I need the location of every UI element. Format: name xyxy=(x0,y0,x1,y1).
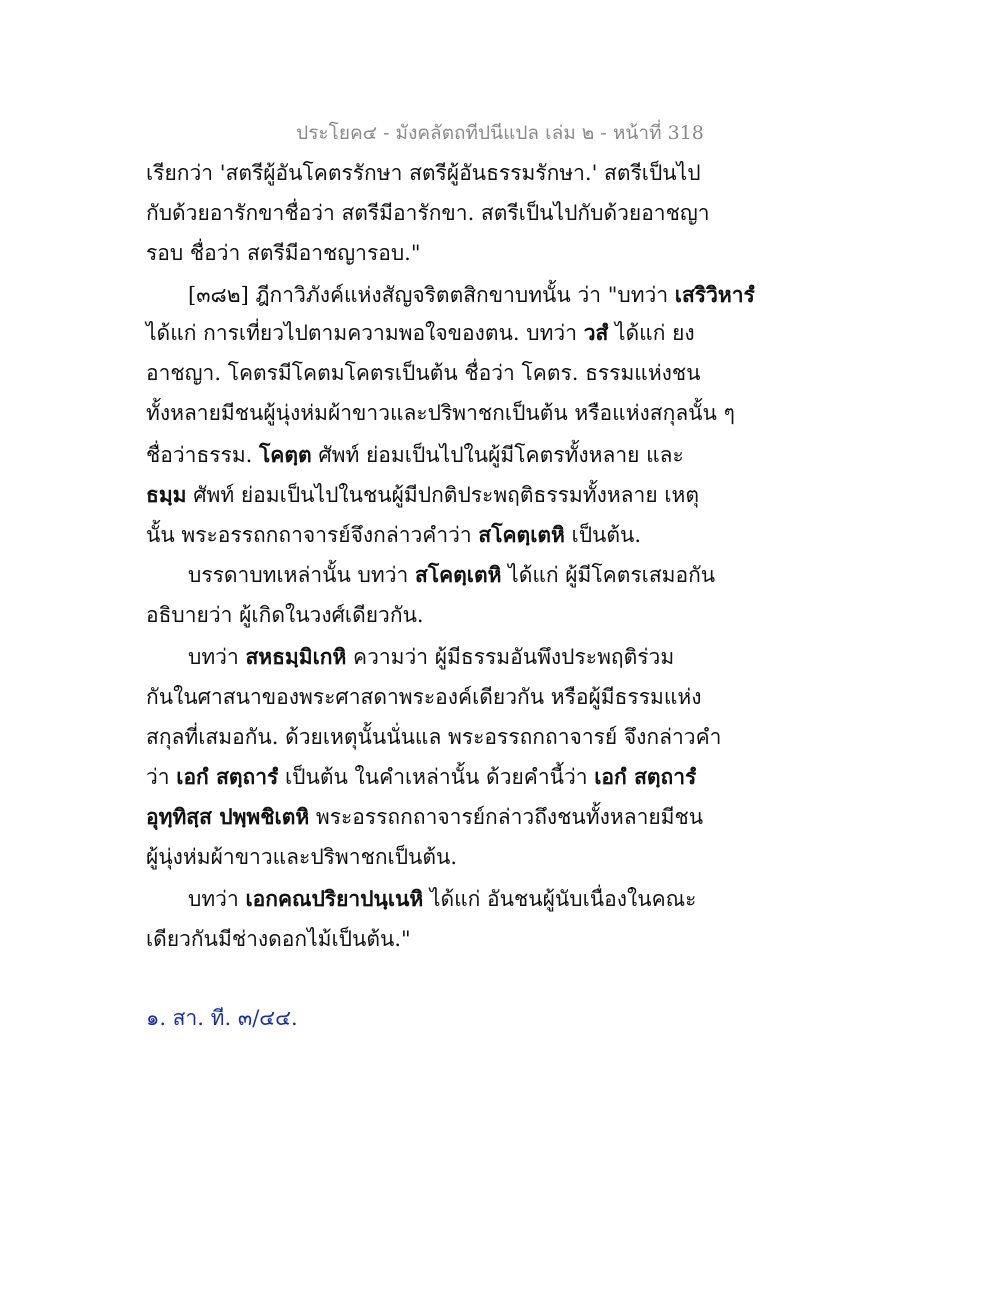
text-line xyxy=(146,802,703,832)
pali-term: ธมฺม xyxy=(146,482,187,507)
text-line xyxy=(146,158,701,188)
text-segment: รอบ ชื่อว่า สตรีมีอาชญารอบ." xyxy=(146,241,421,265)
text-segment: ศัพท์ ย่อมเป็นไปในชนผู้มีปกติประพฤติธรรมทั้งหลาย เหตุ xyxy=(186,483,699,507)
pali-term: สหธมฺมิเกหิ xyxy=(245,644,347,669)
text-segment: อาชญา. โคตรมีโคตมโคตรเป็นต้น ชื่อว่า โคตร. ธรรมแห่งชน xyxy=(146,361,701,385)
text-segment: บทว่า xyxy=(188,645,246,669)
pali-term: เอกํ สตฺถารํ xyxy=(176,764,279,789)
footnote: ๑. สา. ที. ๓/๔๔. xyxy=(146,1006,298,1030)
text-segment: กันในศาสนาของพระศาสดาพระองค์เดียวกัน หรือผู้มีธรรมแห่ง xyxy=(146,685,702,709)
pali-term: สโคตฺเตหิ xyxy=(478,522,565,547)
text-segment: ได้แก่ ผู้มีโคตรเสมอกัน xyxy=(501,563,716,587)
text-segment: ความว่า ผู้มีธรรมอันพึงประพฤติร่วม xyxy=(346,645,675,669)
text-line xyxy=(188,280,755,310)
text-segment: ได้แก่ ยง xyxy=(608,321,695,345)
text-segment: ทั้งหลายมีชนผู้นุ่งห่มผ้าขาวและปริพาชกเป็นต้น หรือแห่งสกุลนั้น ๆ xyxy=(146,401,735,425)
text-segment: บทว่า xyxy=(188,887,246,911)
text-segment: นั้น พระอรรถกถาจารย์จึงกล่าวคำว่า xyxy=(146,523,479,547)
text-line xyxy=(146,682,701,712)
text-line xyxy=(146,722,721,752)
pali-term: วสํ xyxy=(583,320,609,345)
text-segment: ได้แก่ การเที่ยวไปตามความพอใจของตน. บทว่า xyxy=(146,321,584,345)
text-line xyxy=(146,238,421,268)
text-segment: ศัพท์ ย่อมเป็นไปในผู้มีโคตรทั้งหลาย และ xyxy=(311,443,684,467)
text-segment: ได้แก่ อันชนผู้นับเนื่องในคณะ xyxy=(423,887,697,911)
pali-term: เสริวิหารํ xyxy=(674,282,755,307)
text-line xyxy=(146,600,424,630)
text-line xyxy=(188,560,715,590)
text-segment: เดียวกันมีช่างดอกไม้เป็นต้น." xyxy=(146,927,411,951)
text-segment: ชื่อว่าธรรม. xyxy=(146,443,260,467)
text-line xyxy=(146,358,701,388)
text-segment: บรรดาบทเหล่านั้น บทว่า xyxy=(188,563,415,587)
text-segment: [๓๘๒] ฎีกาวิภังค์แห่งสัญจริตตสิกขาบทนั้น ว่า "บทว่า xyxy=(188,283,675,307)
text-segment: ผู้นุ่งห่มผ้าขาวและปริพาชกเป็นต้น. xyxy=(146,845,458,869)
pali-term: เอกคณปริยาปนฺเนหิ xyxy=(245,886,424,911)
text-line xyxy=(146,440,684,470)
text-segment: กับด้วยอารักขาชื่อว่า สตรีมีอารักขา. สตรีเป็นไปกับด้วยอาชญา xyxy=(146,201,710,225)
text-segment: สกุลที่เสมอกัน. ด้วยเหตุนั้นนั่นแล พระอรรถกถาจารย์ จึงกล่าวคำ xyxy=(146,725,722,749)
text-segment: เรียกว่า 'สตรีผู้อันโคตรรักษา สตรีผู้อันธรรมรักษา.' สตรีเป็นไป xyxy=(146,161,701,185)
text-segment: อธิบายว่า ผู้เกิดในวงศ์เดียวกัน. xyxy=(146,603,424,627)
pali-term: เอกํ สตฺถารํ xyxy=(594,764,697,789)
text-line xyxy=(146,520,641,550)
text-line xyxy=(188,642,674,672)
pali-term: โคตฺต xyxy=(259,442,312,467)
text-segment: พระอรรถกถาจารย์กล่าวถึงชนทั้งหลายมีชน xyxy=(309,805,704,829)
page-header: ประโยค๔ - มังคลัตถทีปนีแปล เล่ม ๒ - หน้าที่ 318 xyxy=(296,122,704,144)
pali-term: อุทฺทิสฺส ปพฺพชิเตหิ xyxy=(146,804,310,829)
text-line xyxy=(188,884,696,914)
text-line xyxy=(146,318,695,348)
text-segment: ว่า xyxy=(146,765,177,789)
text-line xyxy=(146,842,457,872)
text-line xyxy=(146,480,699,510)
text-line xyxy=(146,924,411,954)
pali-term: สโคตฺเตหิ xyxy=(415,562,502,587)
text-line xyxy=(146,398,735,428)
text-line xyxy=(146,198,710,228)
text-segment: เป็นต้น. xyxy=(564,523,642,547)
text-segment: เป็นต้น ในคำเหล่านั้น ด้วยคำนี้ว่า xyxy=(278,765,595,789)
text-line xyxy=(146,762,696,792)
